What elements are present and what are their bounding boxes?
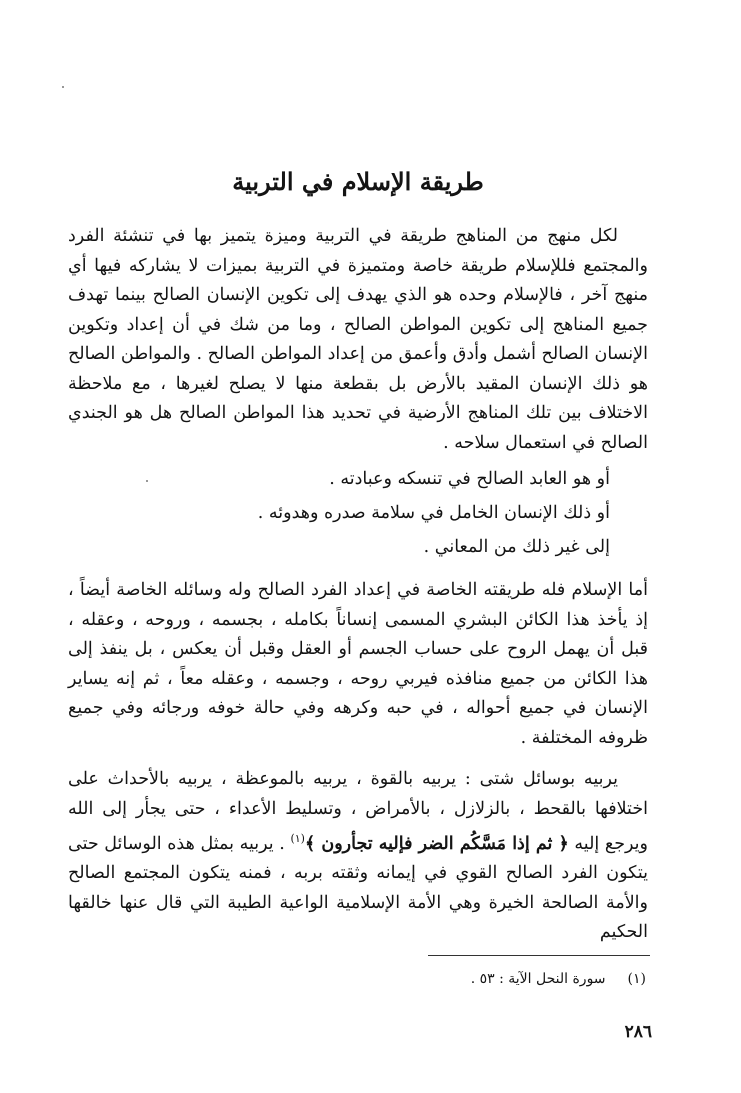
footnote-text: سورة النحل الآية : ٥٣ . [470, 971, 606, 987]
page-body [68, 150, 648, 948]
footnote [380, 968, 646, 990]
footnote-divider [428, 955, 650, 956]
examples-list [68, 462, 648, 564]
paragraph-intro: لكل منهج من المناهج طريقة في التربية وميزة يتميز بها في تنشئة الفرد والمجتمع فللإسلام طريقة خاصة ومتميزة في التربية بميزات لا يشاركه فيها أي منهج آخر ، فالإسلام وحده هو الذي يهدف إلى تكوين الإنسان الصالح بينما تهدف جميع المناهج إلى تكوين المواطن الصالح ، وما من شك في أن إعداد وتكوين الإنسان الصالح أشمل وأدق وأعمق من إعداد المواطن الصالح . والمواطن الصالح هو ذلك الإنسان المقيد بالأرض بل بقطعة منها لا يصلح لغيرها ، مع ملاحظة الاختلاف بين تلك المناهج الأرضية في تحديد هذا المواطن الصالح هل هو الجندي الصالح في استعمال سلاحه . [68, 226, 648, 453]
paragraph-means [68, 765, 648, 948]
paragraph-means-start: يربيه بوسائل شتى : يربيه بالقوة ، يربيه بالموعظة ، يربيه بالأحداث على اختلافها بالقحط ، بالزلازل ، بالأمراض ، وتسليط الأعداء ، حتى يجأر إلى الله ويرجع إليه [68, 769, 648, 854]
footnote-ref: (١) [290, 832, 305, 845]
paragraph-islam-method: أما الإسلام فله طريقته الخاصة في إعداد الفرد الصالح وله وسائله الخاصة أيضاً ، إذ يأخذ هذا الكائن البشري المسمى إنساناً بكامله ، بجسمه ، وروحه ، وعقله ، قبل أن يهمل الروح على حساب الجسم أو العقل وقبل أن يعكس ، بل ينفذ إلى هذا الكائن من جميع منافذه فيربي روحه ، وجسمه ، وعقله معاً ، ثم إنه يساير الإنسان في جميع أحواله ، في حبه وكرهه وفي حالة خوفه ورجائه وفي جميع ظروفه المختلفة . [68, 580, 648, 748]
speck-mark [62, 86, 64, 88]
quran-quote: ﴿ ثم إذا مَسَّكُم الضر فإليه تجأرون ﴾ [304, 833, 569, 854]
list-item: إلى غير ذلك من المعاني . [423, 537, 610, 557]
list-item: أو ذلك الإنسان الخامل في سلامة صدره وهدوئه . [257, 503, 610, 523]
page-number: ٢٨٦ [624, 1022, 652, 1042]
list-item: أو هو العابد الصالح في تنسكه وعبادته . [329, 469, 610, 489]
footnote-number: (١) [627, 971, 646, 987]
paragraph-means-end: . يربيه بمثل هذه الوسائل حتى يتكون الفرد الصالح القوي في إيمانه وثقته بربه ، فمنه يتكون المجتمع الصالح والأمة الصالحة الخيرة وهي الأمة الإسلامية الواعية الطيبة التي قال عنها خالقها الحكيم [68, 833, 648, 943]
page-title: طريقة الإسلام في التربية [232, 167, 484, 196]
